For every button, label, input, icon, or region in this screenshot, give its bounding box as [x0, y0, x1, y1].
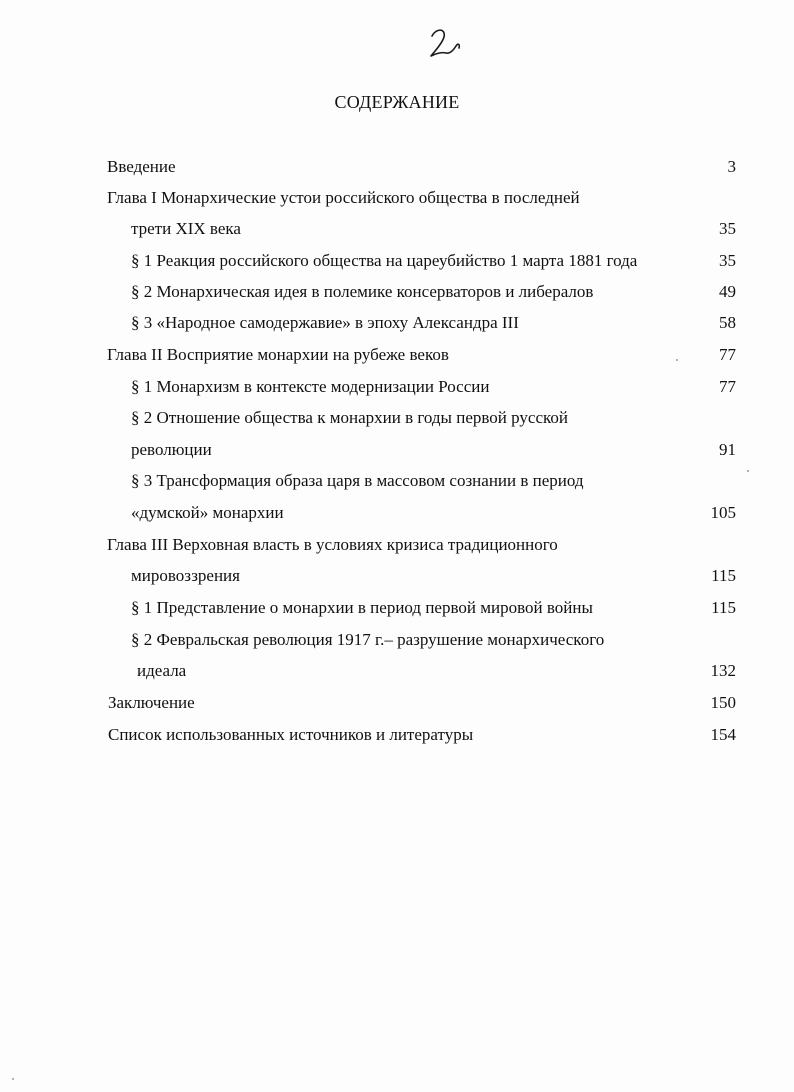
- toc-page-section-3-1: 115: [711, 598, 736, 617]
- toc-section-3-1: § 1 Представление о монархии в период первой мировой войны: [131, 598, 593, 617]
- toc-section-2-2-line1: § 2 Отношение общества к монархии в годы первой русской: [131, 408, 568, 427]
- toc-chapter-3-title-line1: Глава III Верховная власть в условиях кризиса традиционного: [107, 535, 558, 554]
- toc-page-chapter-1: 35: [719, 219, 736, 238]
- toc-page-chapter-2: 77: [719, 345, 736, 364]
- scan-speck: [676, 359, 678, 361]
- toc-section-1-1: § 1 Реакция российского общества на цареубийство 1 марта 1881 года: [131, 251, 638, 270]
- scan-speck: [747, 470, 749, 472]
- toc-section-2-2-line2: революции: [131, 440, 212, 459]
- toc-page-section-3-2: 132: [710, 661, 736, 680]
- toc-page-section-1-1: 35: [719, 251, 736, 270]
- toc-chapter-1-title-line1: Глава I Монархические устои российского общества в последней: [107, 188, 580, 207]
- toc-chapter-2-title: Глава II Восприятие монархии на рубеже веков: [107, 345, 449, 364]
- toc-chapter-3-title-line2: мировоззрения: [131, 566, 240, 585]
- toc-section-2-3-line2: «думской» монархии: [131, 503, 284, 522]
- toc-page-section-1-3: 58: [719, 313, 736, 332]
- toc-entry-conclusion: Заключение: [108, 693, 195, 712]
- toc-entry-sources: Список использованных источников и литературы: [108, 725, 474, 744]
- toc-page-section-2-3: 105: [710, 503, 736, 522]
- toc-page-sources: 154: [710, 725, 736, 744]
- toc-page-conclusion: 150: [710, 693, 736, 712]
- toc-page-intro: 3: [727, 157, 736, 176]
- toc-page-section-2-2: 91: [719, 440, 736, 459]
- toc-chapter-1-title-line2: трети XIX века: [131, 219, 241, 238]
- toc-section-1-2: § 2 Монархическая идея в полемике консерваторов и либералов: [131, 282, 594, 301]
- scan-speck: [12, 1078, 14, 1080]
- page-title: СОДЕРЖАНИЕ: [334, 92, 460, 112]
- toc-section-2-1: § 1 Монархизм в контексте модернизации России: [131, 377, 490, 396]
- handwritten-page-number: [420, 22, 470, 62]
- toc-section-2-3-line1: § 3 Трансформация образа царя в массовом сознании в период: [131, 471, 584, 490]
- toc-page-section-2-1: 77: [719, 377, 736, 396]
- toc-page-chapter-3: 115: [711, 566, 736, 585]
- toc-section-1-3: § 3 «Народное самодержавие» в эпоху Александра III: [131, 313, 519, 332]
- toc-section-3-2-line1: § 2 Февральская революция 1917 г.– разрушение монархического: [131, 630, 605, 649]
- toc-page-section-1-2: 49: [719, 282, 736, 301]
- toc-entry-intro: Введение: [107, 157, 176, 176]
- toc-section-3-2-line2: идеала: [137, 661, 187, 680]
